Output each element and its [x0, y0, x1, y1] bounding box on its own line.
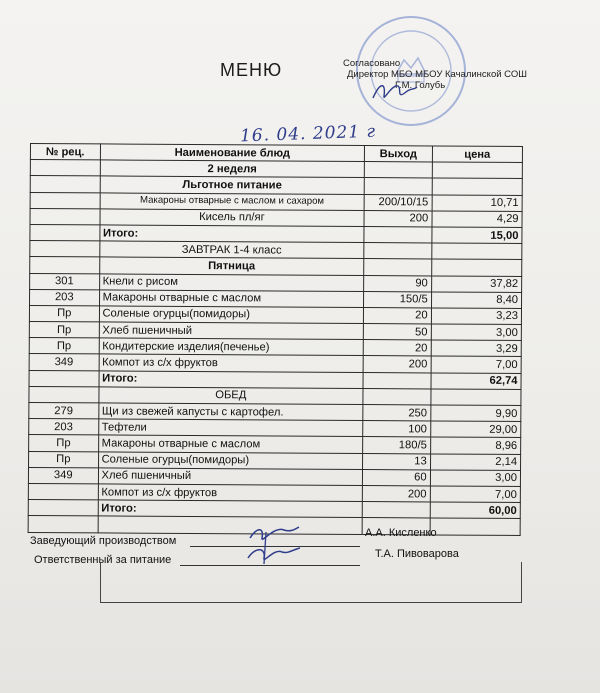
cell-dish-name: Соленые огурцы(помидоры)	[99, 306, 364, 324]
approval-line-2: Директор МБО МБОУ Качалинской СОШ	[347, 69, 527, 80]
cell-portion: 50	[364, 324, 432, 341]
cell-recipe-number: Пр	[29, 451, 99, 468]
cell-dish-name: Хлеб пшеничный	[98, 468, 363, 486]
cell-dish-name: Макароны отварные с маслом	[98, 435, 363, 453]
cell-portion: 13	[363, 453, 431, 470]
cell-dish-name: Кондитерские изделия(печенье)	[99, 338, 364, 356]
cell-price	[431, 259, 521, 276]
cell-recipe-number	[30, 208, 100, 225]
cell-recipe-number	[29, 386, 99, 403]
cell-price: 10,71	[432, 195, 522, 212]
cell-portion: 20	[363, 340, 431, 357]
cell-price: 3,23	[431, 308, 521, 325]
cell-portion	[364, 259, 432, 276]
total-label: Итого:	[98, 500, 363, 518]
total-price: 60,00	[430, 502, 520, 519]
menu-table	[28, 143, 523, 536]
cell-recipe-number: Пр	[29, 338, 99, 355]
cell-portion: 200/10/15	[364, 194, 432, 211]
cell-price: 4,29	[432, 211, 522, 228]
total-label: Итого:	[99, 371, 364, 389]
approval-line-1: Согласовано	[343, 58, 401, 69]
document-title: МЕНЮ	[220, 60, 283, 80]
cell-recipe-number	[30, 160, 100, 177]
cell-recipe-number: Пр	[29, 435, 99, 452]
cell-portion: 200	[363, 356, 431, 373]
cell-dish-name: Компот из с/х фруктов	[98, 484, 363, 502]
header-price: цена	[432, 146, 522, 163]
responsible-label: Ответственный за питание	[34, 554, 172, 566]
empty-cell	[430, 518, 520, 535]
cell-dish-name: Тефтели	[98, 419, 363, 437]
cell-price: 8,40	[431, 292, 521, 309]
empty-cell	[98, 516, 363, 534]
cell-dish-name: Кисель пл/яг	[100, 209, 365, 227]
cell-price: 7,00	[430, 486, 520, 503]
cell-price	[431, 243, 521, 260]
cell-price: 7,00	[431, 356, 521, 373]
handwritten-date: 16. 04. 2021 г	[239, 121, 377, 147]
manager-name: А.А. Кисленко	[365, 527, 437, 539]
cell-portion: 200	[363, 485, 431, 502]
cell-portion	[364, 243, 432, 260]
cell-price: 29,00	[430, 421, 520, 438]
total-label: Итого:	[99, 225, 364, 243]
section-title: Пятница	[99, 257, 364, 275]
cell-recipe-number: 279	[29, 402, 99, 419]
cell-price: 8,96	[430, 437, 520, 454]
cell-price	[432, 178, 522, 195]
cell-price	[431, 389, 521, 406]
cell-recipe-number	[30, 192, 100, 209]
cell-price: 9,90	[430, 405, 520, 422]
cell-portion: 20	[364, 307, 432, 324]
cell-recipe-number	[29, 370, 99, 387]
total-price: 15,00	[432, 227, 522, 244]
header-recipe-number: № рец.	[30, 144, 100, 161]
cell-recipe-number: 349	[29, 354, 99, 371]
cell-recipe-number: 203	[30, 289, 100, 306]
cell-recipe-number	[28, 500, 98, 517]
cell-price	[432, 162, 522, 179]
section-title: ОБЕД	[98, 387, 363, 405]
cell-portion: 250	[363, 405, 431, 422]
cell-dish-name: Кнели с рисом	[99, 273, 364, 291]
cell-portion: 150/5	[364, 291, 432, 308]
director-signature-icon	[370, 78, 420, 104]
cell-portion	[362, 502, 430, 519]
header-dish-name: Наименование блюд	[100, 144, 365, 162]
cell-recipe-number: 203	[29, 419, 99, 436]
cell-recipe-number	[30, 241, 100, 258]
cell-portion: 100	[363, 421, 431, 438]
cell-dish-name: Соленые огурцы(помидоры)	[98, 451, 363, 469]
cell-recipe-number	[30, 224, 100, 241]
approval-line-3: Г.М. Голубь	[395, 80, 446, 91]
cell-portion	[363, 388, 431, 405]
total-price: 62,74	[431, 373, 521, 390]
section-title: Льготное питание	[100, 176, 365, 194]
cell-recipe-number: Пр	[29, 305, 99, 322]
cell-portion	[364, 226, 432, 243]
cell-recipe-number: Пр	[29, 322, 99, 339]
cell-recipe-number	[30, 257, 100, 274]
manager-label: Заведующий производством	[30, 535, 177, 547]
signature-area-box	[100, 562, 522, 603]
cell-dish-name: Щи из свежей капусты с картофел.	[98, 403, 363, 421]
cell-recipe-number: 349	[28, 467, 98, 484]
cell-portion	[364, 162, 432, 179]
cell-recipe-number: 301	[30, 273, 100, 290]
cell-price: 37,82	[431, 275, 521, 292]
cell-recipe-number	[30, 176, 100, 193]
cell-dish-name: Макароны отварные с маслом	[99, 290, 364, 308]
header-portion: Выход	[365, 146, 433, 163]
empty-cell	[28, 516, 98, 533]
cell-portion: 60	[363, 469, 431, 486]
cell-price: 3,29	[431, 340, 521, 357]
cell-recipe-number	[28, 483, 98, 500]
section-title: ЗАВТРАК 1-4 класс	[99, 241, 364, 259]
cell-dish-name: Компот из с/х фруктов	[99, 354, 364, 372]
cell-price: 2,14	[430, 454, 520, 471]
cell-price: 3,00	[430, 470, 520, 487]
cell-portion	[364, 178, 432, 195]
cell-price: 3,00	[431, 324, 521, 341]
cell-portion: 90	[364, 275, 432, 292]
cell-dish-name: Макароны отварные с маслом и сахаром	[100, 192, 365, 210]
responsible-name: Т.А. Пивоварова	[375, 548, 459, 560]
cell-portion	[363, 372, 431, 389]
cell-portion: 200	[364, 210, 432, 227]
cell-dish-name: Хлеб пшеничный	[99, 322, 364, 340]
cell-portion: 180/5	[363, 437, 431, 454]
section-title: 2 неделя	[100, 160, 365, 178]
